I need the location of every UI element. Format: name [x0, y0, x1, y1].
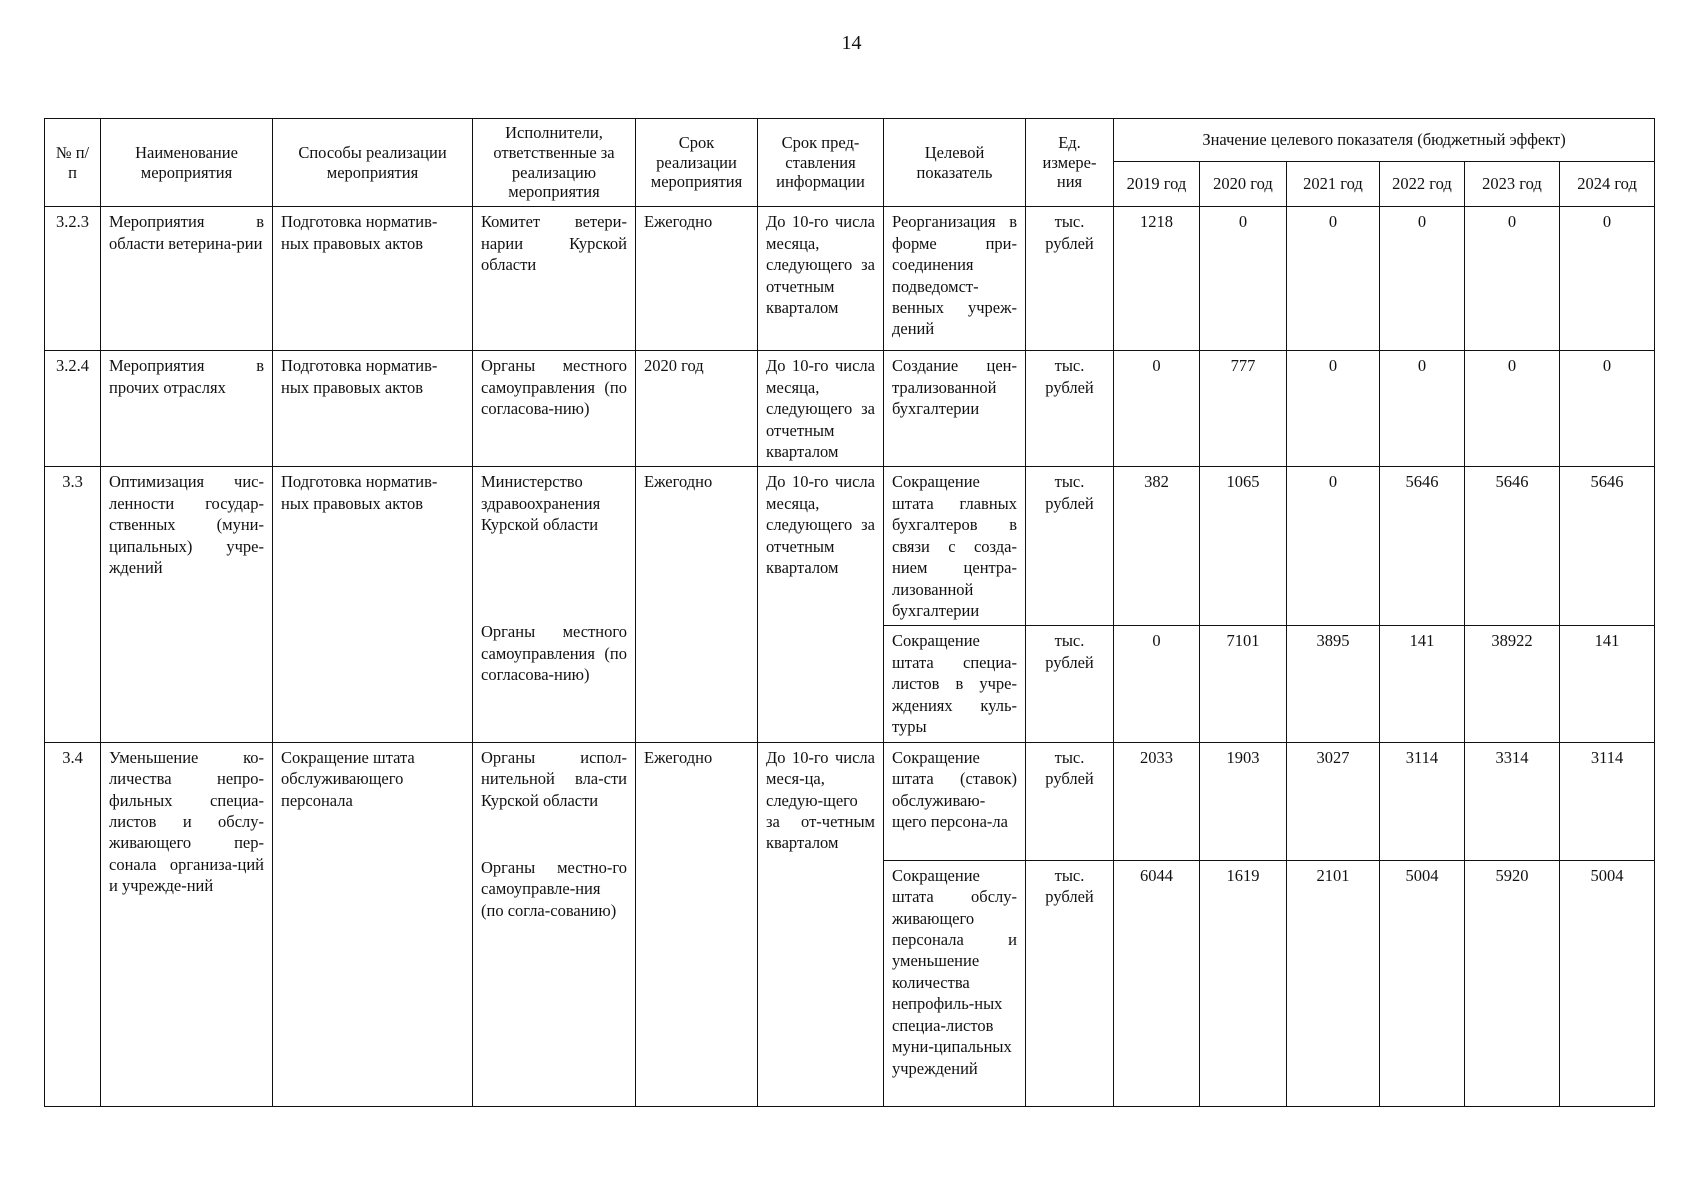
value-2023: 0	[1465, 351, 1560, 467]
row-period: Ежегодно	[636, 742, 758, 1106]
header-year-2023: 2023 год	[1465, 162, 1560, 207]
value-2023: 5646	[1465, 467, 1560, 626]
row-indicator: Сокращение штата (ставок) обслуживаю-щего персона-ла	[884, 742, 1026, 860]
header-report: Срок пред-ставления информации	[758, 119, 884, 207]
header-num: № п/п	[45, 119, 101, 207]
row-indicator: Сокращение штата специа-листов в учре-ждениях куль-туры	[884, 626, 1026, 742]
table-row	[45, 351, 1655, 467]
value-2020: 1619	[1200, 860, 1287, 1106]
table-row	[45, 742, 1655, 860]
value-2022: 5004	[1380, 860, 1465, 1106]
row-indicator: Сокращение штата главных бухгалтеров в связи с созда-нием центра-лизованной бухгалтерии	[884, 467, 1026, 626]
value-2023: 38922	[1465, 626, 1560, 742]
value-2022: 0	[1380, 351, 1465, 467]
header-indicator: Целевой показатель	[884, 119, 1026, 207]
row-num: 3.3	[45, 467, 101, 742]
target-indicators-table	[44, 118, 1655, 1107]
header-year-2022: 2022 год	[1380, 162, 1465, 207]
header-name: Наименование мероприятия	[101, 119, 273, 207]
value-2024: 3114	[1560, 742, 1655, 860]
value-2020: 7101	[1200, 626, 1287, 742]
value-2024: 0	[1560, 207, 1655, 351]
value-2019: 6044	[1114, 860, 1200, 1106]
value-2020: 1065	[1200, 467, 1287, 626]
table-body	[45, 207, 1655, 1106]
value-2022: 0	[1380, 207, 1465, 351]
row-unit: тыс. рублей	[1026, 351, 1114, 467]
row-period: Ежегодно	[636, 207, 758, 351]
value-2022: 5646	[1380, 467, 1465, 626]
value-2022: 3114	[1380, 742, 1465, 860]
row-method: Сокращение штата обслуживающего персонала	[273, 742, 473, 1106]
row-report: До 10-го числа месяца, следующего за отчетным кварталом	[758, 467, 884, 742]
row-executor: Комитет ветери-нарии Курской области	[473, 207, 636, 351]
row-executor-secondary: Органы местного самоуправления (по согласова-нию)	[481, 622, 627, 685]
header-methods: Способы реализации мероприятия	[273, 119, 473, 207]
value-2024: 141	[1560, 626, 1655, 742]
row-num: 3.4	[45, 742, 101, 1106]
value-2019: 0	[1114, 626, 1200, 742]
header-value-group: Значение целевого показателя (бюджетный эффект)	[1114, 119, 1655, 162]
row-method: Подготовка норматив-ных правовых актов	[273, 207, 473, 351]
value-2023: 5920	[1465, 860, 1560, 1106]
value-2019: 1218	[1114, 207, 1200, 351]
row-num: 3.2.4	[45, 351, 101, 467]
row-unit: тыс. рублей	[1026, 860, 1114, 1106]
row-unit: тыс. рублей	[1026, 742, 1114, 860]
page-number: 14	[841, 32, 862, 54]
row-executor: Органы испол-нительной вла-сти Курской области	[481, 747, 627, 810]
header-year-2019: 2019 год	[1114, 162, 1200, 207]
row-name: Уменьшение ко-личества непро-фильных специа-листов и обслу-живающего пер-сонала организа-ций и учрежде-ний	[101, 742, 273, 1106]
value-2021: 0	[1287, 351, 1380, 467]
header-unit: Ед. измере-ния	[1026, 119, 1114, 207]
header-year-2024: 2024 год	[1560, 162, 1655, 207]
value-2020: 1903	[1200, 742, 1287, 860]
value-2019: 0	[1114, 351, 1200, 467]
header-year-2021: 2021 год	[1287, 162, 1380, 207]
row-indicator: Реорганизация в форме при-соединения подведомст-венных учреж-дений	[884, 207, 1026, 351]
value-2021: 3895	[1287, 626, 1380, 742]
row-method: Подготовка норматив-ных правовых актов	[273, 467, 473, 742]
row-executor-secondary: Органы местно-го самоуправле-ния (по согла-сованию)	[481, 857, 627, 920]
table-header	[45, 119, 1655, 207]
row-unit: тыс. рублей	[1026, 467, 1114, 626]
value-2024: 5004	[1560, 860, 1655, 1106]
value-2019: 2033	[1114, 742, 1200, 860]
value-2022: 141	[1380, 626, 1465, 742]
row-method: Подготовка норматив-ных правовых актов	[273, 351, 473, 467]
row-indicator: Сокращение штата обслу-живающего персонала и уменьшение количества непрофиль-ных специа-листов муни-ципальных учреждений	[884, 860, 1026, 1106]
row-name: Мероприятия в области ветерина-рии	[101, 207, 273, 351]
header-period: Срок реализации мероприятия	[636, 119, 758, 207]
value-2021: 0	[1287, 207, 1380, 351]
table-row	[45, 207, 1655, 351]
value-2024: 0	[1560, 351, 1655, 467]
row-executor: Министерство здравоохранения Курской области	[481, 472, 601, 535]
value-2021: 2101	[1287, 860, 1380, 1106]
row-period: 2020 год	[636, 351, 758, 467]
row-name: Мероприятия в прочих отраслях	[101, 351, 273, 467]
value-2021: 0	[1287, 467, 1380, 626]
value-2023: 0	[1465, 207, 1560, 351]
row-report: До 10-го числа месяца, следующего за отчетным кварталом	[758, 351, 884, 467]
row-indicator: Создание цен-трализованной бухгалтерии	[884, 351, 1026, 467]
row-executors	[473, 742, 636, 1106]
row-report: До 10-го числа меся-ца, следую-щего за от-четным кварталом	[758, 742, 884, 1106]
row-executor: Органы местного самоуправления (по согласова-нию)	[473, 351, 636, 467]
value-2020: 0	[1200, 207, 1287, 351]
row-unit: тыс. рублей	[1026, 626, 1114, 742]
value-2024: 5646	[1560, 467, 1655, 626]
header-executors: Исполнители, ответственные за реализацию мероприятия	[473, 119, 636, 207]
value-2019: 382	[1114, 467, 1200, 626]
header-year-2020: 2020 год	[1200, 162, 1287, 207]
value-2023: 3314	[1465, 742, 1560, 860]
row-executors	[473, 467, 636, 742]
row-name: Оптимизация чис-ленности государ-ственных (муни-ципальных) учре-ждений	[101, 467, 273, 742]
row-period: Ежегодно	[636, 467, 758, 742]
row-report: До 10-го числа месяца, следующего за отчетным кварталом	[758, 207, 884, 351]
table-row	[45, 467, 1655, 626]
value-2021: 3027	[1287, 742, 1380, 860]
value-2020: 777	[1200, 351, 1287, 467]
row-unit: тыс. рублей	[1026, 207, 1114, 351]
row-num: 3.2.3	[45, 207, 101, 351]
